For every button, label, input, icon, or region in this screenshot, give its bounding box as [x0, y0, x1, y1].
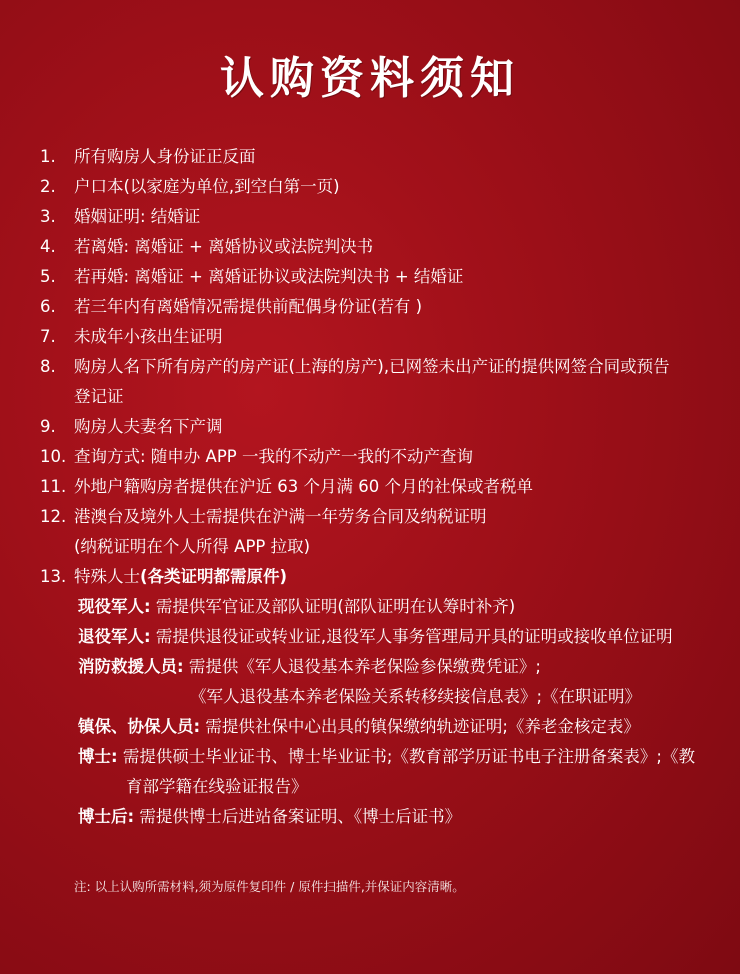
item-number: 7. — [40, 327, 56, 346]
special-text: 需提供军官证及部队证明(部队证明在认筹时补齐) — [155, 597, 516, 616]
item-number: 8. — [40, 357, 56, 376]
special-text: 《军人退役基本养老保险关系转移续接信息表》;《在职证明》 — [190, 687, 642, 706]
item-text: 若离婚: 离婚证 + 离婚协议或法院判决书 — [74, 237, 374, 256]
item-text: 查询方式: 随申办 APP 一我的不动产一我的不动产查询 — [74, 447, 473, 466]
item-number: 10. — [40, 447, 67, 466]
special-label: 博士后: — [78, 807, 135, 826]
page-title: 认购资料须知 — [220, 53, 520, 104]
item-number: 5. — [40, 267, 56, 286]
item-text-continued: (纳税证明在个人所得 APP 拉取) — [74, 537, 311, 556]
special-label: 退役军人: — [78, 627, 151, 646]
item-text: 婚姻证明: 结婚证 — [74, 207, 201, 226]
item-number: 3. — [40, 207, 56, 226]
special-item-continued — [0, 682, 740, 712]
item-number: 1. — [40, 147, 56, 166]
list-item — [0, 172, 740, 202]
item-emphasis: (各类证明都需原件) — [140, 567, 288, 586]
item-text: 港澳台及境外人士需提供在沪满一年劳务合同及纳税证明 — [74, 507, 487, 526]
special-label: 消防救援人员: — [78, 657, 184, 676]
item-text: 购房人夫妻名下产调 — [74, 417, 223, 436]
item-text — [74, 562, 287, 592]
item-text: 所有购房人身份证正反面 — [74, 147, 256, 166]
special-item — [0, 802, 740, 832]
list-item — [0, 322, 740, 352]
footnote: 注: 以上认购所需材料,须为原件复印件 / 原件扫描件,并保证内容清晰。 — [74, 879, 465, 894]
special-item — [0, 622, 740, 652]
special-item — [0, 712, 740, 742]
list-item — [0, 202, 740, 232]
item-number: 11. — [40, 477, 67, 496]
requirements-list — [0, 142, 740, 832]
special-text: 育部学籍在线验证报告》 — [126, 777, 308, 796]
special-label: 博士: — [78, 747, 118, 766]
item-text-continued: 登记证 — [74, 387, 124, 406]
item-number: 12. — [40, 507, 67, 526]
list-item — [0, 472, 740, 502]
list-item — [0, 442, 740, 472]
list-item — [0, 142, 740, 172]
list-item — [0, 232, 740, 262]
item-number: 6. — [40, 297, 56, 316]
item-text: 未成年小孩出生证明 — [74, 327, 223, 346]
list-item — [0, 412, 740, 442]
special-text: 需提供《军人退役基本养老保险参保缴费凭证》; — [188, 657, 541, 676]
special-item — [0, 652, 740, 682]
item-number: 4. — [40, 237, 56, 256]
item-number: 13. — [40, 567, 67, 586]
item-number: 9. — [40, 417, 56, 436]
special-item — [0, 742, 740, 772]
list-item — [0, 562, 740, 592]
list-item — [0, 262, 740, 292]
special-text: 需提供硕士毕业证书、博士毕业证书;《教育部学历证书电子注册备案表》;《教 — [122, 747, 695, 766]
special-label: 现役军人: — [78, 597, 151, 616]
special-text: 需提供退役证或转业证,退役军人事务管理局开具的证明或接收单位证明 — [155, 627, 673, 646]
special-text: 需提供博士后进站备案证明、《博士后证书》 — [139, 807, 462, 826]
special-text: 需提供社保中心出具的镇保缴纳轨迹证明;《养老金核定表》 — [205, 717, 640, 736]
special-label: 镇保、协保人员: — [78, 717, 201, 736]
item-text: 外地户籍购房者提供在沪近 63 个月满 60 个月的社保或者税单 — [74, 477, 533, 496]
list-item — [0, 292, 740, 322]
item-text: 若三年内有离婚情况需提供前配偶身份证(若有 ) — [74, 297, 423, 316]
item-number: 2. — [40, 177, 56, 196]
list-item — [0, 502, 740, 562]
item-text: 购房人名下所有房产的房产证(上海的房产),已网签未出产证的提供网签合同或预告 — [74, 357, 670, 376]
special-item-continued — [0, 772, 740, 802]
list-item — [0, 352, 740, 412]
item-label: 特殊人士 — [74, 567, 140, 586]
item-text: 若再婚: 离婚证 + 离婚证协议或法院判决书 + 结婚证 — [74, 267, 464, 286]
item-text: 户口本(以家庭为单位,到空白第一页) — [74, 177, 340, 196]
special-item — [0, 592, 740, 622]
